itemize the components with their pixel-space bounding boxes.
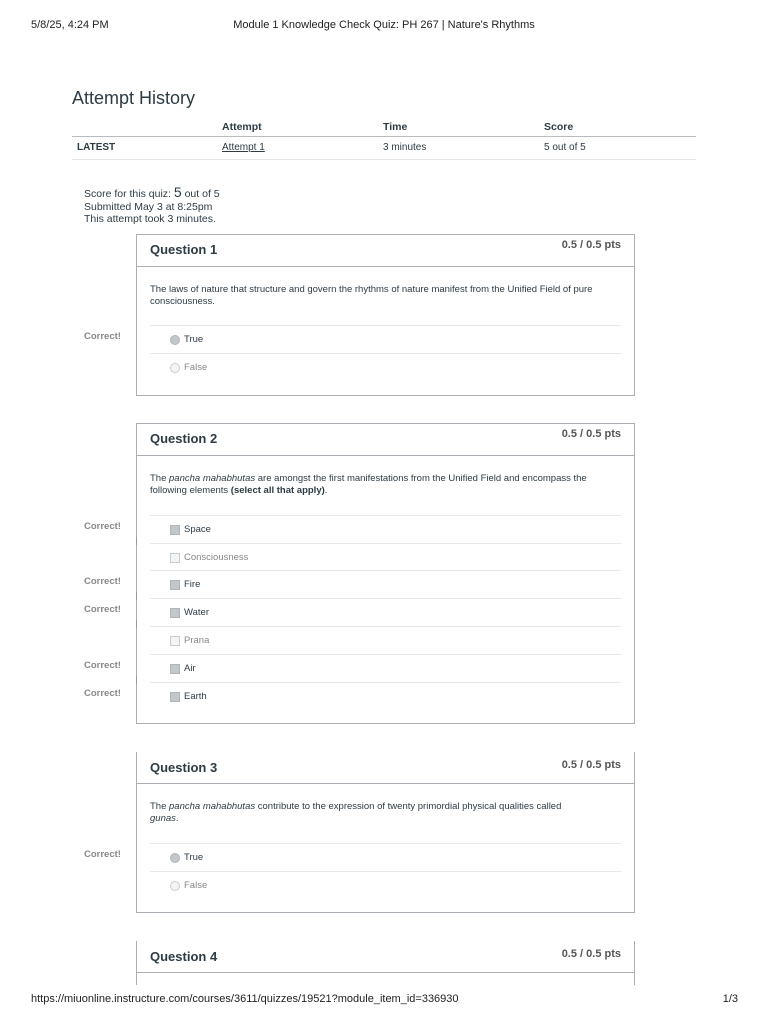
question-header <box>137 424 634 456</box>
question-points: 0.5 / 0.5 pts <box>561 948 621 960</box>
question-title: Question 1 <box>150 242 218 257</box>
question-text <box>150 801 590 825</box>
checkbox-unchecked-icon <box>170 553 180 563</box>
question-2-card <box>136 423 635 724</box>
answer-label: Water <box>184 607 209 618</box>
question-title: Question 2 <box>150 431 218 446</box>
correct-indicator: Correct! <box>84 688 121 699</box>
question-points: 0.5 / 0.5 pts <box>561 239 621 251</box>
print-datetime: 5/8/25, 4:24 PM <box>31 19 109 31</box>
score-line <box>84 186 220 201</box>
column-header-score: Score <box>544 121 574 133</box>
attempt-history-heading: Attempt History <box>72 88 196 108</box>
table-row <box>72 137 696 160</box>
answer-option[interactable] <box>150 626 621 654</box>
question-title: Question 4 <box>150 949 218 964</box>
quiz-summary <box>84 186 220 226</box>
answer-option[interactable] <box>150 682 621 710</box>
question-header <box>137 941 634 973</box>
checkbox-checked-icon <box>170 664 180 674</box>
text-part: contribute to the expression of twenty primordial physical qualities called <box>255 801 562 812</box>
answer-option[interactable] <box>150 871 621 899</box>
answer-option[interactable] <box>150 543 621 571</box>
latest-label: LATEST <box>77 142 116 153</box>
divider-tick <box>136 537 137 545</box>
divider-tick <box>136 676 137 684</box>
answer-label: Prana <box>184 635 210 646</box>
correct-indicator: Correct! <box>84 604 121 615</box>
question-header <box>137 235 634 267</box>
correct-indicator: Correct! <box>84 576 121 587</box>
answer-label: False <box>184 880 208 891</box>
correct-indicator: Correct! <box>84 521 121 532</box>
text-part: . <box>324 485 328 496</box>
checkbox-checked-icon <box>170 692 180 702</box>
duration-line: This attempt took 3 minutes. <box>84 213 216 225</box>
question-title: Question 3 <box>150 760 218 775</box>
checkbox-checked-icon <box>170 608 180 618</box>
answer-option[interactable] <box>150 843 621 871</box>
text-part: The <box>150 801 170 812</box>
print-url: https://miuonline.instructure.com/courses/3611/quizzes/19521?module_item_id=336930 <box>31 993 459 1005</box>
radio-selected-icon <box>170 335 180 345</box>
question-points: 0.5 / 0.5 pts <box>561 759 621 771</box>
answer-label: True <box>184 334 204 345</box>
print-page-title: Module 1 Knowledge Check Quiz: PH 267 | Nature's Rhythms <box>233 19 535 31</box>
answer-option[interactable] <box>150 598 621 626</box>
correct-indicator: Correct! <box>84 660 121 671</box>
column-header-time: Time <box>383 121 408 133</box>
checkbox-checked-icon <box>170 580 180 590</box>
text-part: are amongst the first manifestations from the Unified Field and encompass the following elements <box>150 473 587 496</box>
table-header <box>72 118 696 137</box>
answer-label: Consciousness <box>184 552 249 563</box>
score-value: 5 <box>173 184 182 200</box>
submitted-line: Submitted May 3 at 8:25pm <box>84 200 213 213</box>
answer-option[interactable] <box>150 353 621 381</box>
answer-label: Air <box>184 663 196 674</box>
divider-tick <box>136 592 137 600</box>
question-text <box>150 473 625 497</box>
question-points: 0.5 / 0.5 pts <box>561 428 621 440</box>
question-header <box>137 752 634 784</box>
checkbox-checked-icon <box>170 525 180 535</box>
score-prefix: Score for this quiz: <box>84 188 174 200</box>
answer-label: Space <box>184 524 211 535</box>
answer-option[interactable] <box>150 570 621 598</box>
answer-label: False <box>184 362 208 373</box>
attempt-link[interactable]: Attempt 1 <box>222 142 265 153</box>
column-header-attempt: Attempt <box>222 121 262 133</box>
radio-selected-icon <box>170 853 180 863</box>
radio-unselected-icon <box>170 881 180 891</box>
answer-option[interactable] <box>150 654 621 682</box>
correct-indicator: Correct! <box>84 331 121 342</box>
attempt-score: 5 out of 5 <box>544 142 586 153</box>
answer-label: Fire <box>184 579 201 590</box>
question-4-card <box>136 941 635 985</box>
divider-tick <box>136 620 137 628</box>
page-number: 1/3 <box>722 993 738 1005</box>
answer-label: True <box>184 852 204 863</box>
answer-option[interactable] <box>150 515 621 543</box>
text-part: . <box>175 813 179 824</box>
answer-option[interactable] <box>150 325 621 353</box>
score-suffix: out of 5 <box>181 188 220 200</box>
italic-term: gunas <box>150 813 176 824</box>
radio-unselected-icon <box>170 363 180 373</box>
attempt-time: 3 minutes <box>383 142 427 153</box>
question-1-card <box>136 234 635 396</box>
checkbox-unchecked-icon <box>170 636 180 646</box>
attempt-history-table <box>72 118 696 160</box>
text-part: The <box>150 473 170 484</box>
question-3-card <box>136 752 635 913</box>
question-text: The laws of nature that structure and govern the rhythms of nature manifest from the Unified Field of pure consciousness. <box>150 284 593 307</box>
answer-label: Earth <box>184 691 207 702</box>
italic-term: pancha mahabhutas <box>169 473 256 484</box>
correct-indicator: Correct! <box>84 849 121 860</box>
italic-term: pancha mahabhutas <box>169 801 256 812</box>
bold-instruction: (select all that apply) <box>230 485 325 496</box>
